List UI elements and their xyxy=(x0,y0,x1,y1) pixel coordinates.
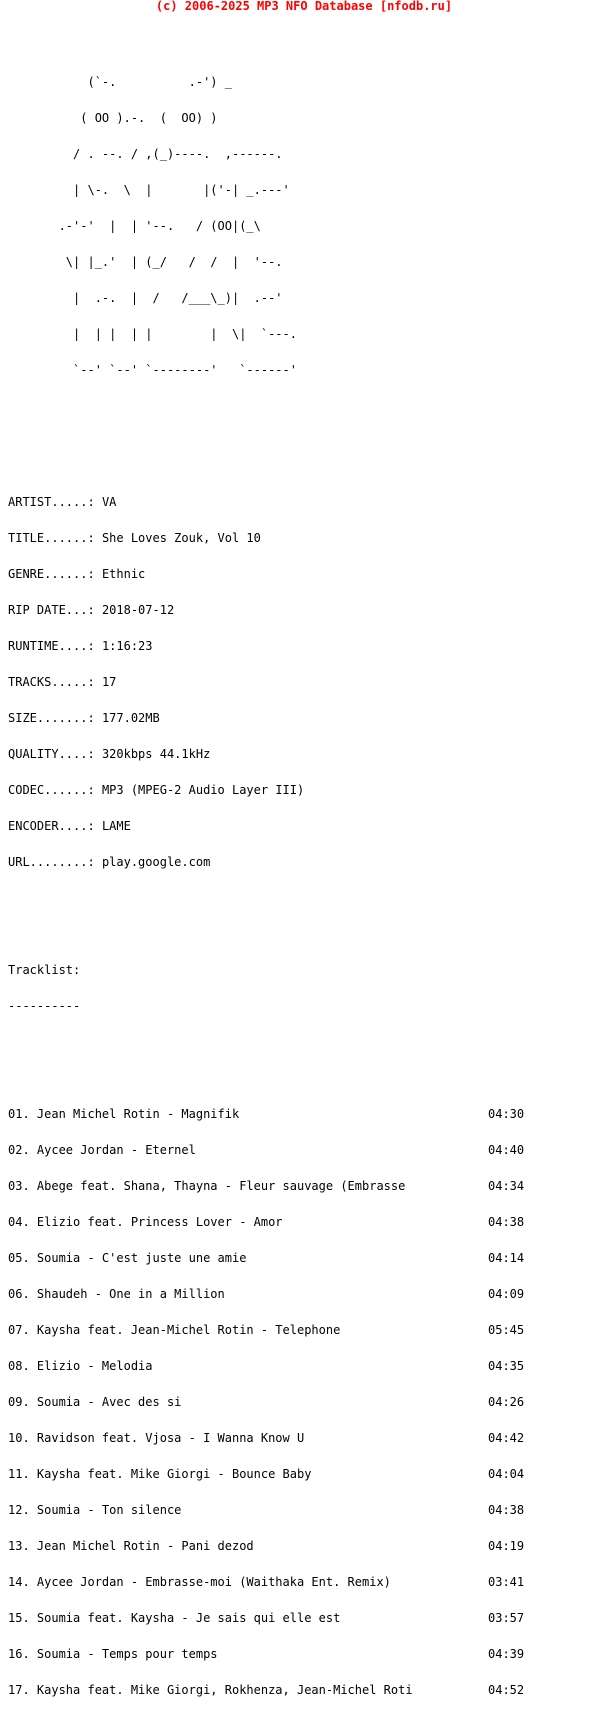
ascii-art-line: `--' `--' `--------' `------' xyxy=(8,363,297,377)
track-row xyxy=(8,1612,538,1624)
info-label: TRACKS.....: xyxy=(8,675,95,689)
track-duration: 04:19 xyxy=(488,1539,525,1553)
ascii-art-line: | .-. | / /___\_)| .--' xyxy=(8,291,283,305)
track-row xyxy=(8,1288,538,1300)
info-title xyxy=(8,532,538,544)
ascii-art-line: | \-. \ | |('-| _.---' xyxy=(8,183,290,197)
track-row xyxy=(8,1216,538,1228)
info-size xyxy=(8,712,538,724)
track-title: 11. Kaysha feat. Mike Giorgi - Bounce Baby xyxy=(8,1467,312,1481)
ascii-art-line: .-'-' | | '--. / (OO|(_\ xyxy=(8,219,261,233)
track-title: 04. Elizio feat. Princess Lover - Amor xyxy=(8,1215,283,1229)
track-duration: 04:09 xyxy=(488,1287,525,1301)
site-copyright-header: (c) 2006-2025 MP3 NFO Database [nfodb.ru] xyxy=(155,0,453,13)
track-duration: 03:57 xyxy=(488,1611,525,1625)
info-value: 2018-07-12 xyxy=(101,603,175,617)
info-label: RIP DATE...: xyxy=(8,603,95,617)
track-row xyxy=(8,1180,538,1192)
ascii-art-line: / . --. / ,(_)----. ,------. xyxy=(8,147,283,161)
track-duration: 04:34 xyxy=(488,1179,525,1193)
info-value: LAME xyxy=(101,819,131,833)
track-title: 06. Shaudeh - One in a Million xyxy=(8,1287,225,1301)
info-tracks xyxy=(8,676,538,688)
track-duration: 04:38 xyxy=(488,1503,525,1517)
info-value: play.google.com xyxy=(101,855,211,869)
track-row xyxy=(8,1252,538,1264)
info-quality xyxy=(8,748,538,760)
track-duration: 04:04 xyxy=(488,1467,525,1481)
tracklist-rule: ---------- xyxy=(8,999,81,1013)
track-duration: 04:35 xyxy=(488,1359,525,1373)
track-title: 05. Soumia - C'est juste une amie xyxy=(8,1251,247,1265)
info-label: CODEC......: xyxy=(8,783,95,797)
info-label: QUALITY....: xyxy=(8,747,95,761)
info-label: TITLE......: xyxy=(8,531,95,545)
track-title: 16. Soumia - Temps pour temps xyxy=(8,1647,218,1661)
track-title: 17. Kaysha feat. Mike Giorgi, Rokhenza, Jean-Michel Roti xyxy=(8,1683,413,1697)
info-value: Ethnic xyxy=(101,567,146,581)
track-duration: 04:14 xyxy=(488,1251,525,1265)
track-title: 07. Kaysha feat. Jean-Michel Rotin - Telephone xyxy=(8,1323,341,1337)
info-label: URL........: xyxy=(8,855,95,869)
info-label: ENCODER....: xyxy=(8,819,95,833)
info-value: 1:16:23 xyxy=(101,639,153,653)
track-duration: 04:26 xyxy=(488,1395,525,1409)
ascii-art-line: | | | | | | \| `---. xyxy=(8,327,297,341)
info-label: SIZE.......: xyxy=(8,711,95,725)
track-row xyxy=(8,1576,538,1588)
track-duration: 04:30 xyxy=(488,1107,525,1121)
track-duration: 04:40 xyxy=(488,1143,525,1157)
track-row xyxy=(8,1108,538,1120)
info-value: MP3 (MPEG-2 Audio Layer III) xyxy=(101,783,305,797)
track-title: 09. Soumia - Avec des si xyxy=(8,1395,182,1409)
track-title: 02. Aycee Jordan - Eternel xyxy=(8,1143,196,1157)
track-row xyxy=(8,1396,538,1408)
info-rip-date xyxy=(8,604,538,616)
track-title: 15. Soumia feat. Kaysha - Je sais qui elle est xyxy=(8,1611,341,1625)
ascii-art-line: (`-. .-') _ xyxy=(8,75,232,89)
track-duration: 05:45 xyxy=(488,1323,525,1337)
info-value: 17 xyxy=(101,675,117,689)
track-duration: 04:38 xyxy=(488,1215,525,1229)
track-title: 03. Abege feat. Shana, Thayna - Fleur sauvage (Embrasse xyxy=(8,1179,406,1193)
spacer xyxy=(8,916,538,928)
track-row xyxy=(8,1432,538,1444)
track-duration: 04:52 xyxy=(488,1683,525,1697)
track-title: 10. Ravidson feat. Vjosa - I Wanna Know U xyxy=(8,1431,305,1445)
tracklist xyxy=(8,1084,538,1720)
track-title: 08. Elizio - Melodia xyxy=(8,1359,153,1373)
tracklist-heading: Tracklist: xyxy=(8,963,81,977)
track-row xyxy=(8,1648,538,1660)
ascii-art-line: ( OO ).-. ( OO) ) xyxy=(8,111,218,125)
spacer xyxy=(8,424,538,436)
release-info xyxy=(8,472,538,892)
track-row xyxy=(8,1144,538,1156)
track-row xyxy=(8,1504,538,1516)
track-row xyxy=(8,1540,538,1552)
ascii-art-line: \| |_.' | (_/ / / | '--. xyxy=(8,255,283,269)
info-genre xyxy=(8,568,538,580)
track-row xyxy=(8,1468,538,1480)
info-codec xyxy=(8,784,538,796)
track-row xyxy=(8,1324,538,1336)
info-label: RUNTIME....: xyxy=(8,639,95,653)
track-title: 01. Jean Michel Rotin - Magnifik xyxy=(8,1107,240,1121)
track-duration: 04:42 xyxy=(488,1431,525,1445)
info-url xyxy=(8,856,538,868)
track-duration: 03:41 xyxy=(488,1575,525,1589)
spacer xyxy=(8,1036,538,1048)
track-title: 14. Aycee Jordan - Embrasse-moi (Waithaka Ent. Remix) xyxy=(8,1575,391,1589)
track-duration: 04:39 xyxy=(488,1647,525,1661)
info-label: GENRE......: xyxy=(8,567,95,581)
ascii-art-logo xyxy=(8,52,538,400)
track-row xyxy=(8,1360,538,1372)
info-value: 320kbps 44.1kHz xyxy=(101,747,211,761)
info-value: She Loves Zouk, Vol 10 xyxy=(101,531,261,545)
track-row xyxy=(8,1684,538,1696)
info-value: 177.02MB xyxy=(101,711,160,725)
nfo-document xyxy=(8,28,538,1732)
info-value: VA xyxy=(101,495,117,509)
info-label: ARTIST.....: xyxy=(8,495,95,509)
track-title: 13. Jean Michel Rotin - Pani dezod xyxy=(8,1539,254,1553)
track-title: 12. Soumia - Ton silence xyxy=(8,1503,182,1517)
info-artist xyxy=(8,496,538,508)
info-runtime xyxy=(8,640,538,652)
info-encoder xyxy=(8,820,538,832)
